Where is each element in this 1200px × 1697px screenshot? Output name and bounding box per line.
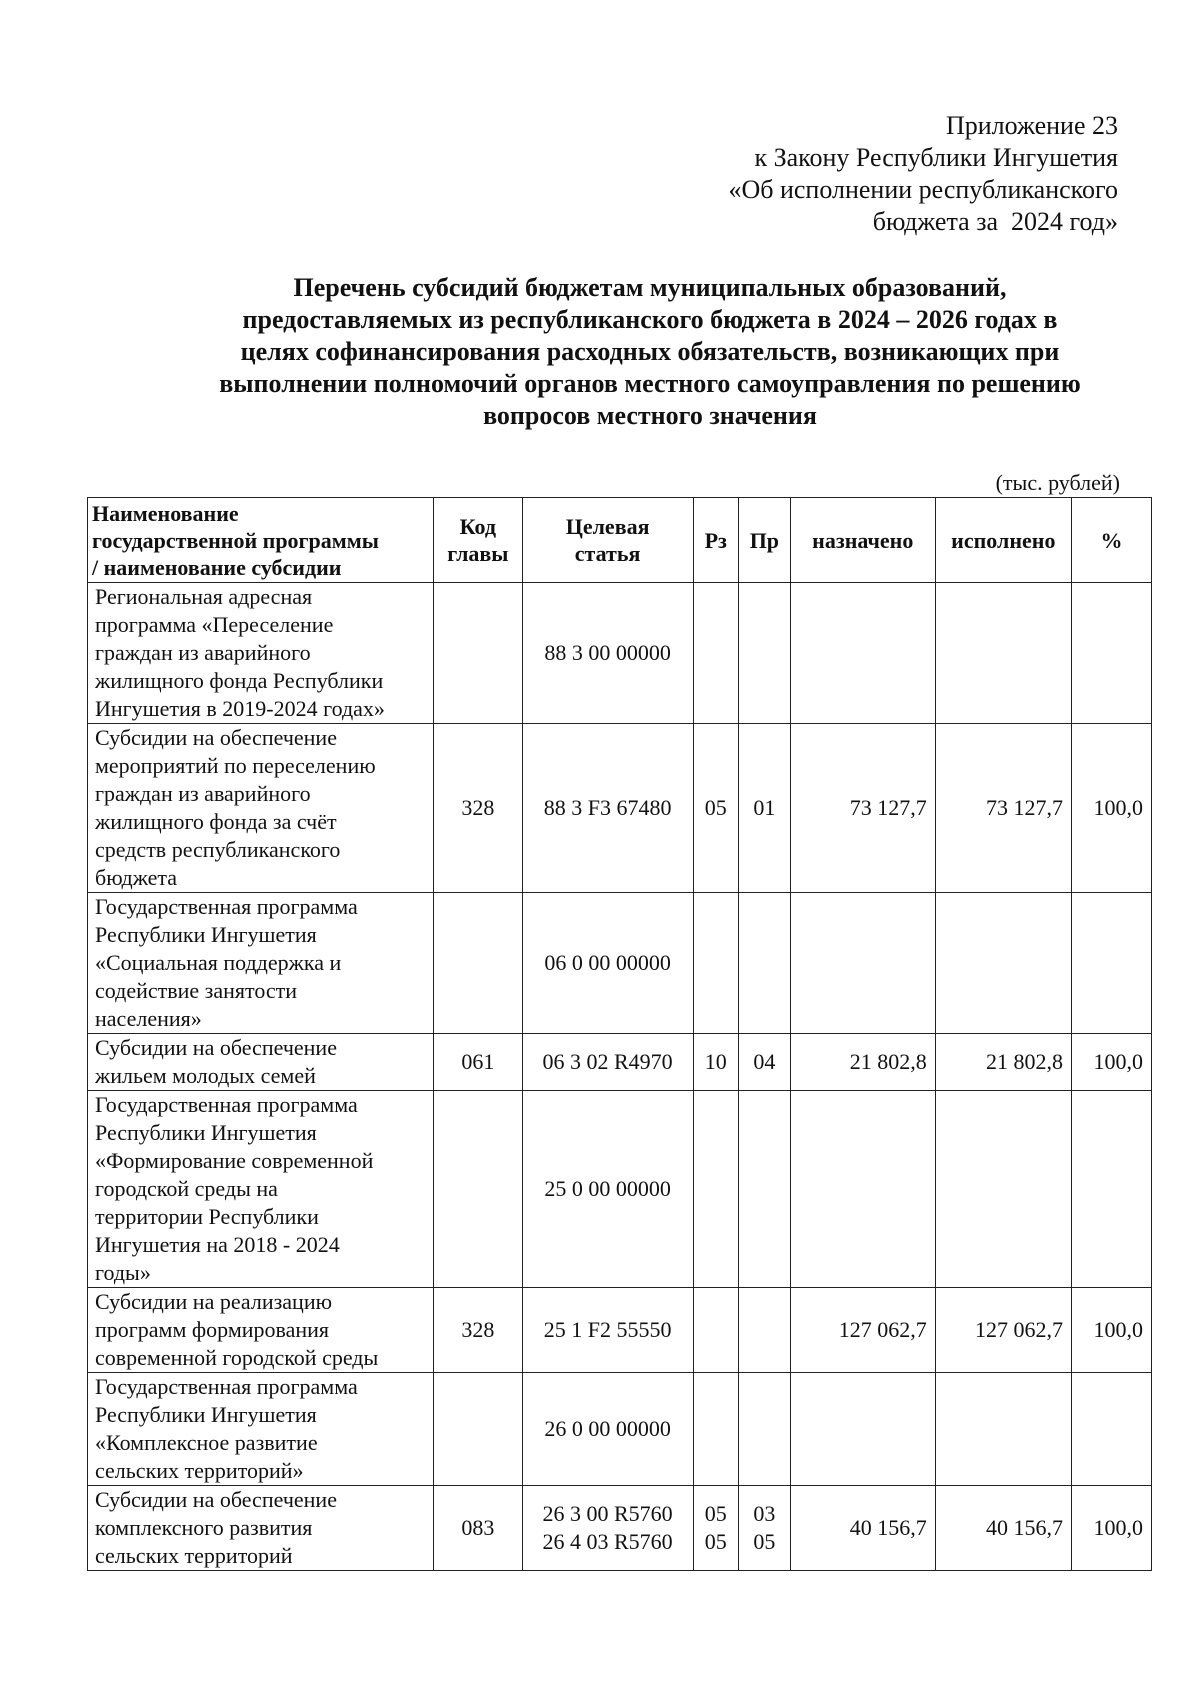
cell-pr bbox=[738, 583, 790, 724]
cell-assigned bbox=[790, 583, 935, 724]
cell-name: Государственная программа Республики Ингушетия «Формирование современной городской среды на территории Республики Ингушетия на 2018 - 2024 годы» bbox=[88, 1091, 434, 1288]
cell-percent bbox=[1071, 1373, 1151, 1486]
cell-assigned bbox=[790, 1373, 935, 1486]
cell-code bbox=[434, 1091, 523, 1288]
appendix-line: к Закону Республики Ингушетия bbox=[754, 143, 1118, 172]
cell-pr bbox=[738, 1091, 790, 1288]
cell-percent bbox=[1071, 583, 1151, 724]
table-row bbox=[88, 1091, 1152, 1288]
units-label: (тыс. рублей) bbox=[995, 470, 1120, 495]
cell-assigned: 73 127,7 bbox=[790, 724, 935, 893]
cell-name: Субсидии на обеспечение мероприятий по переселению граждан из аварийного жилищного фонда за счёт средств республиканского бюджета bbox=[88, 724, 434, 893]
cell-assigned: 127 062,7 bbox=[790, 1288, 935, 1373]
cell-executed: 73 127,7 bbox=[935, 724, 1071, 893]
table-row bbox=[88, 893, 1152, 1034]
cell-executed bbox=[935, 1091, 1071, 1288]
header-target: Целевая статья bbox=[522, 498, 693, 583]
cell-rz: 10 bbox=[693, 1034, 738, 1091]
cell-executed: 40 156,7 bbox=[935, 1486, 1071, 1571]
appendix-header bbox=[728, 110, 1118, 238]
table-row bbox=[88, 1034, 1152, 1091]
header-percent: % bbox=[1071, 498, 1151, 583]
cell-code bbox=[434, 583, 523, 724]
header-assigned: назначено bbox=[790, 498, 935, 583]
cell-rz bbox=[693, 583, 738, 724]
cell-pr bbox=[738, 1288, 790, 1373]
title-line: предоставляемых из республиканского бюджета в 2024 – 2026 годах в bbox=[242, 305, 1058, 334]
cell-code: 083 bbox=[434, 1486, 523, 1571]
table-row bbox=[88, 1486, 1152, 1571]
cell-pr: 04 bbox=[738, 1034, 790, 1091]
cell-code: 061 bbox=[434, 1034, 523, 1091]
appendix-line: Приложение 23 bbox=[945, 111, 1118, 140]
header-pr: Пр bbox=[738, 498, 790, 583]
header-code: Код главы bbox=[434, 498, 523, 583]
cell-rz: 05 bbox=[693, 724, 738, 893]
cell-target: 26 3 00 R5760 26 4 03 R5760 bbox=[522, 1486, 693, 1571]
table-row bbox=[88, 1373, 1152, 1486]
cell-assigned: 21 802,8 bbox=[790, 1034, 935, 1091]
cell-executed: 21 802,8 bbox=[935, 1034, 1071, 1091]
cell-percent: 100,0 bbox=[1071, 724, 1151, 893]
cell-code bbox=[434, 893, 523, 1034]
cell-name: Субсидии на обеспечение жильем молодых семей bbox=[88, 1034, 434, 1091]
cell-executed: 127 062,7 bbox=[935, 1288, 1071, 1373]
cell-assigned bbox=[790, 893, 935, 1034]
header-name: Наименование государственной программы / наименование субсидии bbox=[88, 498, 434, 583]
cell-percent bbox=[1071, 893, 1151, 1034]
table-body bbox=[88, 583, 1152, 1571]
cell-rz bbox=[693, 893, 738, 1034]
cell-percent: 100,0 bbox=[1071, 1034, 1151, 1091]
cell-assigned: 40 156,7 bbox=[790, 1486, 935, 1571]
cell-name: Субсидии на реализацию программ формирования современной городской среды bbox=[88, 1288, 434, 1373]
title-line: целях софинансирования расходных обязательств, возникающих при bbox=[240, 337, 1060, 366]
title-line: Перечень субсидий бюджетам муниципальных образований, bbox=[293, 273, 1007, 302]
table-row bbox=[88, 1288, 1152, 1373]
table-row bbox=[88, 583, 1152, 724]
cell-rz bbox=[693, 1373, 738, 1486]
title-line: вопросов местного значения bbox=[483, 401, 817, 430]
cell-target: 06 3 02 R4970 bbox=[522, 1034, 693, 1091]
cell-target: 88 3 00 00000 bbox=[522, 583, 693, 724]
cell-rz bbox=[693, 1091, 738, 1288]
cell-executed bbox=[935, 1373, 1071, 1486]
subsidies-table bbox=[87, 497, 1152, 1571]
title-line: выполнении полномочий органов местного самоуправления по решению bbox=[219, 369, 1081, 398]
cell-percent: 100,0 bbox=[1071, 1288, 1151, 1373]
appendix-line: бюджета за 2024 год» bbox=[872, 207, 1118, 236]
cell-rz bbox=[693, 1288, 738, 1373]
cell-executed bbox=[935, 583, 1071, 724]
cell-name: Государственная программа Республики Ингушетия «Социальная поддержка и содействие занятости населения» bbox=[88, 893, 434, 1034]
cell-name: Субсидии на обеспечение комплексного развития сельских территорий bbox=[88, 1486, 434, 1571]
cell-pr: 01 bbox=[738, 724, 790, 893]
header-rz: Рз bbox=[693, 498, 738, 583]
cell-code: 328 bbox=[434, 724, 523, 893]
cell-pr bbox=[738, 1373, 790, 1486]
cell-pr: 03 05 bbox=[738, 1486, 790, 1571]
cell-percent: 100,0 bbox=[1071, 1486, 1151, 1571]
table-row bbox=[88, 724, 1152, 893]
cell-code bbox=[434, 1373, 523, 1486]
cell-name: Региональная адресная программа «Переселение граждан из аварийного жилищного фонда Республики Ингушетия в 2019-2024 годах» bbox=[88, 583, 434, 724]
document-title bbox=[160, 272, 1140, 432]
cell-name: Государственная программа Республики Ингушетия «Комплексное развитие сельских территорий» bbox=[88, 1373, 434, 1486]
cell-target: 06 0 00 00000 bbox=[522, 893, 693, 1034]
cell-executed bbox=[935, 893, 1071, 1034]
cell-pr bbox=[738, 893, 790, 1034]
cell-code: 328 bbox=[434, 1288, 523, 1373]
cell-percent bbox=[1071, 1091, 1151, 1288]
table-header-row bbox=[88, 498, 1152, 583]
cell-rz: 05 05 bbox=[693, 1486, 738, 1571]
header-executed: исполнено bbox=[935, 498, 1071, 583]
cell-target: 88 3 F3 67480 bbox=[522, 724, 693, 893]
appendix-line: «Об исполнении республиканского bbox=[728, 175, 1118, 204]
cell-target: 25 1 F2 55550 bbox=[522, 1288, 693, 1373]
cell-target: 25 0 00 00000 bbox=[522, 1091, 693, 1288]
cell-target: 26 0 00 00000 bbox=[522, 1373, 693, 1486]
cell-assigned bbox=[790, 1091, 935, 1288]
